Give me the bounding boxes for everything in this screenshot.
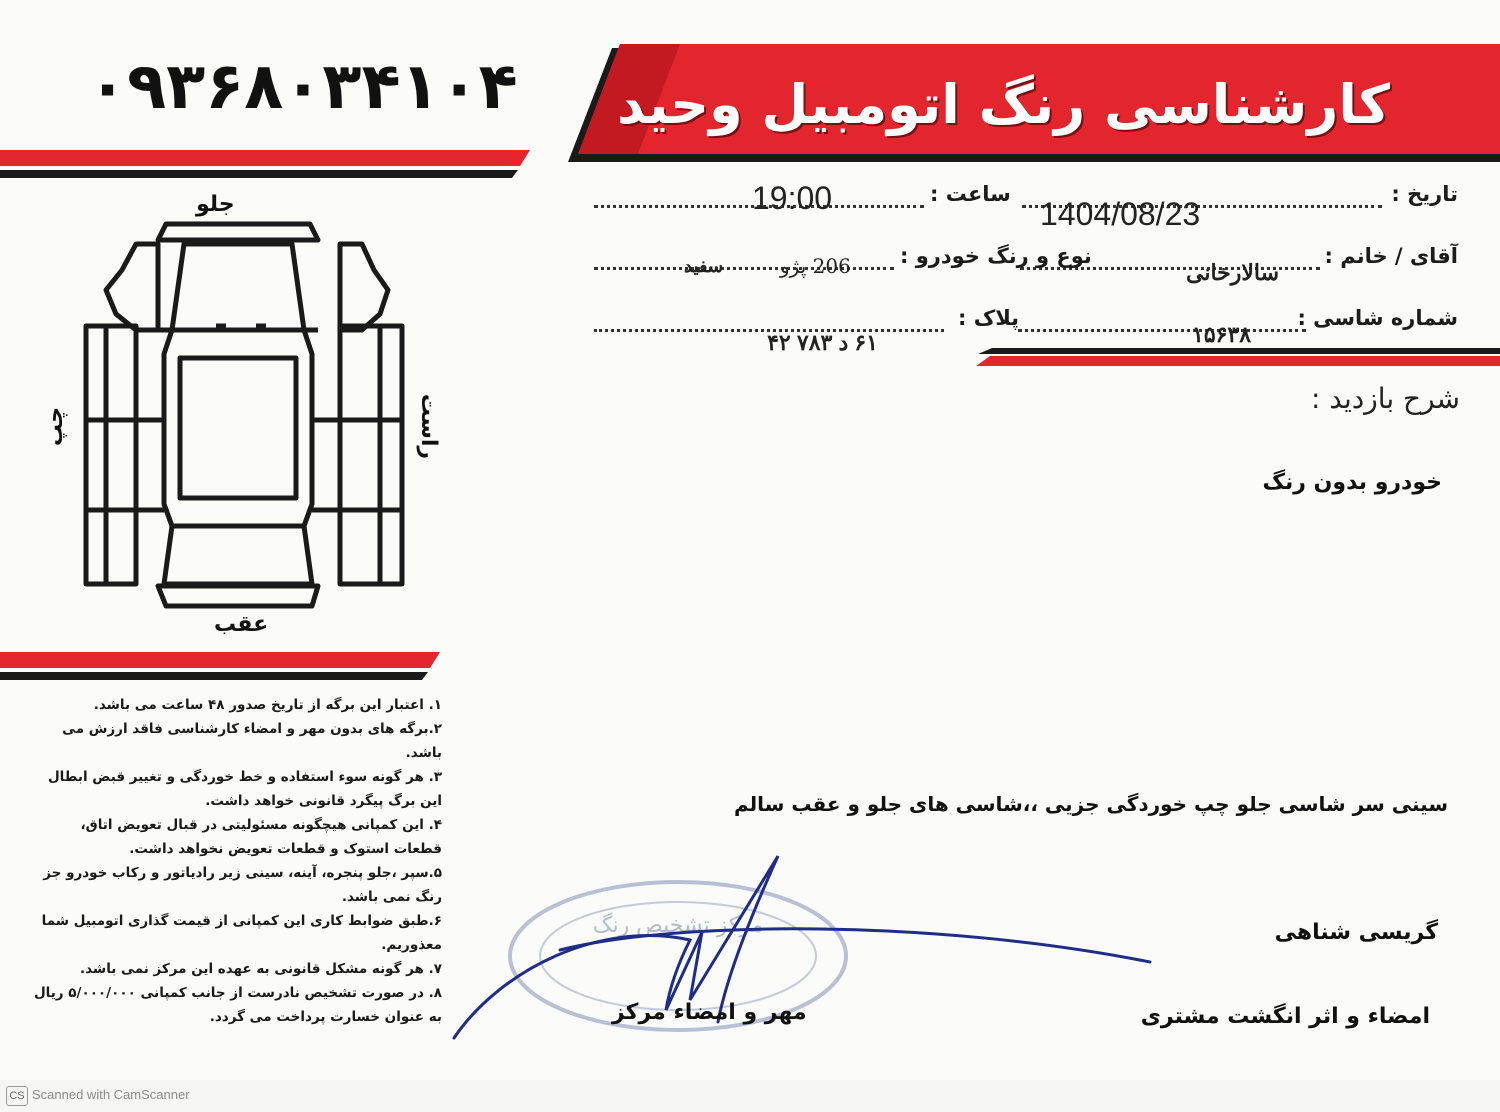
rule-item: ۶.طبق ضوابط کاری این کمپانی از قیمت گذاری اتومبیل شما معذوریم. (41, 913, 442, 953)
diagram-front-text: جلو (196, 192, 235, 217)
time-label: ساعت : (930, 182, 1011, 206)
rule-item: ۱. اعتبار این برگه از تاریخ صدور ۴۸ ساعت می باشد. (93, 697, 442, 713)
rule-item: ۳. هر گونه سوء استفاده و خط خوردگی و تغییر قبض ابطال این برگ پیگرد قانونی خواهد داشت. (47, 769, 442, 809)
date-value: 1404/08/23 (1040, 196, 1201, 232)
inspection-note-2: سینی سر شاسی جلو چپ خوردگی جزیی ،،شاسی های جلو و عقب سالم (733, 792, 1448, 816)
inspection-note-1: خودرو بدون رنگ (1262, 470, 1442, 495)
car-color: سفید (684, 256, 724, 276)
scanner-footer (6, 1084, 190, 1106)
red-stripe-top (0, 150, 530, 184)
chassis-value: ۱۵۶۳۸ (1192, 322, 1252, 347)
diagram-left-label: چپ (43, 406, 69, 447)
time-value: 19:00 (752, 180, 833, 216)
phone-number: ۰۹۳۶۸۰۳۴۱۰۴ (88, 50, 518, 124)
inspection-heading: شرح بازدید : (1310, 382, 1460, 415)
customer-signature-caption: امضاء و اثر انگشت مشتری (1140, 1004, 1430, 1029)
camscanner-logo-icon: CS (6, 1086, 28, 1106)
rules-list (30, 693, 442, 1029)
owner-label: آقای / خانم : (1324, 244, 1458, 268)
rule-item: ۸. در صورت تشخیص نادرست از جانب کمپانی ۵/۰۰۰/۰۰۰ ریال به عنوان خسارت پرداخت می گردد. (33, 985, 442, 1025)
red-stripe-bottom (0, 652, 440, 686)
diagram-rear-label: عقب (214, 612, 269, 637)
scanner-text: Scanned with CamScanner (32, 1087, 190, 1102)
car-model: 206 پژو (780, 254, 851, 278)
car-body-diagram (76, 214, 416, 614)
inspector-name: گریسی شناهی (1274, 920, 1438, 945)
plate-label: پلاک : (958, 306, 1020, 330)
rule-item: ۲.برگه های بدون مهر و امضاء کارشناسی فاقد ارزش می باشد. (62, 721, 442, 761)
owner-value: سالارخانی (1186, 260, 1280, 285)
diagram-right-label: راست (416, 393, 442, 460)
chassis-label: شماره شاسی : (1297, 306, 1458, 330)
chassis-dotted-line (1018, 329, 1306, 332)
rule-item: ۴. این کمپانی هیچگونه مسئولیتی در قبال تعویض اتاق، قطعات استوک و قطعات تعویض نخواهد داشت. (80, 817, 442, 857)
plate-value: ۶۱ د ۷۸۳ ۴۲ (767, 330, 878, 355)
rule-item: ۵.سپر ،جلو پنجره، آینه، سینی زیر رادیاتور و رکاب خودرو جز رنگ نمی باشد. (43, 865, 442, 905)
date-label: تاریخ : (1391, 182, 1458, 206)
rule-item: ۷. هر گونه مشکل قانونی به عهده این مرکز نمی باشد. (80, 961, 442, 977)
center-signature-caption: مهر و امضاء مرکز (612, 1000, 807, 1025)
car-label: نوع و رنگ خودرو : (900, 244, 1092, 268)
stamp-text: مرکز تشخیص رنگ (592, 913, 764, 938)
title-text: کارشناسی رنگ اتومبیل وحید (616, 73, 1390, 136)
